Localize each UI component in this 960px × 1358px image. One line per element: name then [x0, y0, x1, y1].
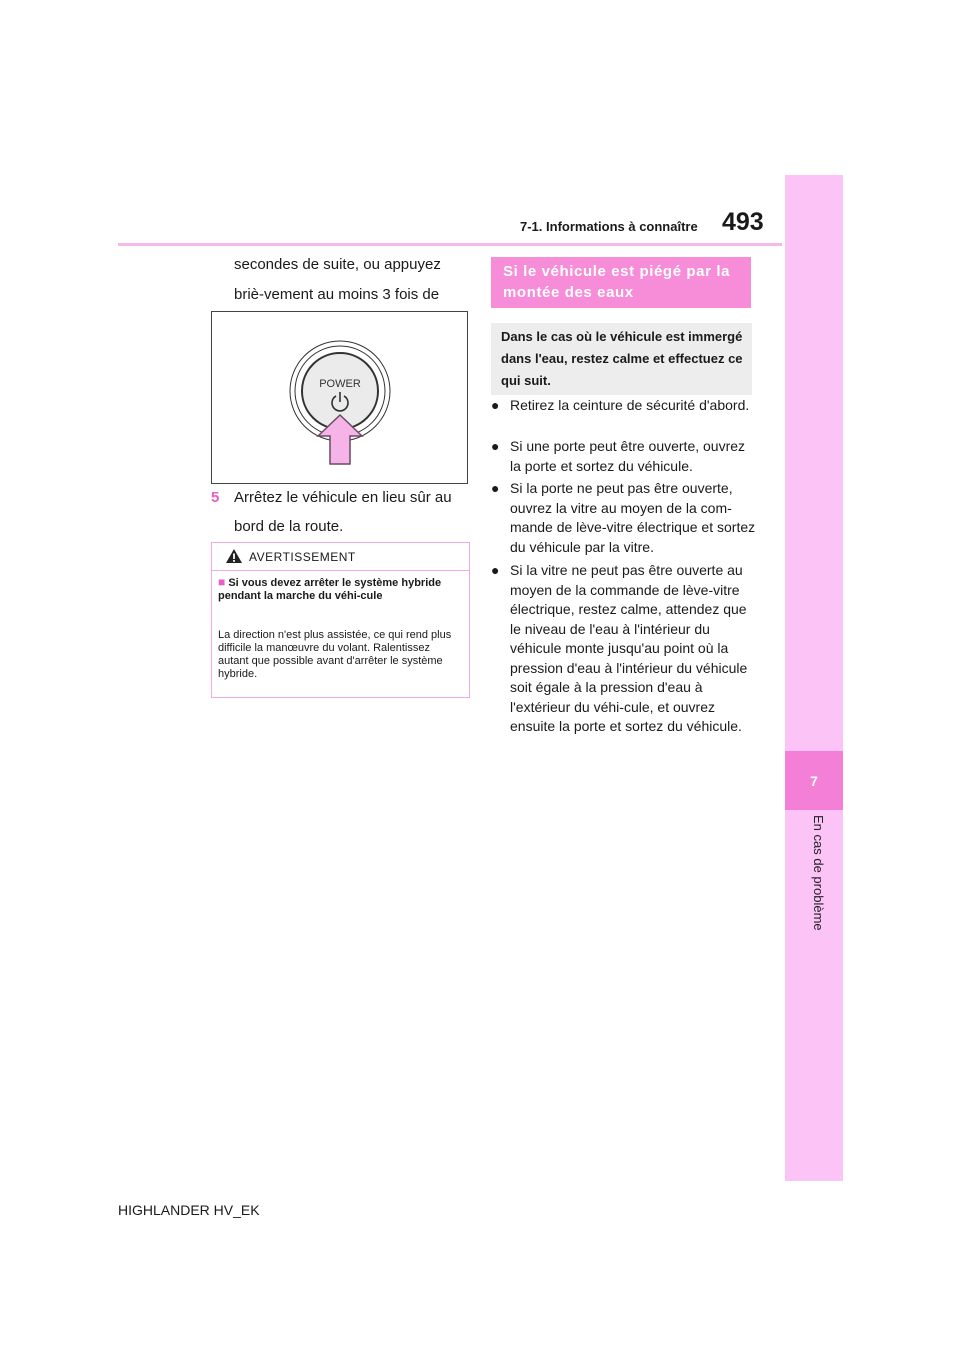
- power-button-figure: [211, 311, 468, 484]
- chapter-number-tab[interactable]: 7: [785, 751, 843, 810]
- list-item-text: Si une porte peut être ouverte, ouvrez la porte et sortez du véhicule.: [510, 438, 746, 474]
- step-text: Arrêtez le véhicule en lieu sûr au bord de la route.: [234, 489, 452, 535]
- square-bullet-icon: ■: [218, 575, 226, 589]
- warning-box: [211, 542, 470, 698]
- bullet-icon: ●: [491, 480, 500, 496]
- intro-box: Dans le cas où le véhicule est immergé dans l'eau, restez calme et effectuez ce qui suit.: [491, 323, 752, 395]
- chapter-label: En cas de problème: [811, 815, 826, 931]
- list-item-text: Si la porte ne peut pas être ouverte, ouvrez la vitre au moyen de la com-mande de lève-vitre électrique et sortez du véhicule par la vitre.: [510, 480, 756, 555]
- bullet-icon: ●: [491, 397, 500, 413]
- footer-model: HIGHLANDER HV_EK: [118, 1202, 260, 1218]
- bullet-icon: ●: [491, 562, 500, 578]
- section-heading: Si le véhicule est piégé par la montée des eaux: [491, 257, 751, 308]
- warning-triangle-icon: [225, 548, 243, 564]
- continuation-text: secondes de suite, ou appuyez briè-vement au moins 3 fois de: [234, 256, 441, 303]
- side-tab: [785, 175, 843, 1181]
- step-number: 5: [211, 489, 220, 506]
- warning-subtitle: [218, 576, 463, 603]
- warning-title: AVERTISSEMENT: [249, 550, 356, 564]
- power-button-illustration: [212, 312, 469, 485]
- warning-body: La direction n'est plus assistée, ce qui rend plus difficile la manœuvre du volant. Ralentissez autant que possible avant d'arrêter le système hybride.: [218, 629, 452, 680]
- warning-subtitle-text: Si vous devez arrêter le système hybride pendant la marche du véhi-cule: [218, 577, 442, 602]
- warning-header: [212, 543, 469, 571]
- header-divider: [118, 243, 782, 246]
- page-number: 493: [722, 208, 764, 236]
- list-item-text: Retirez la ceinture de sécurité d'abord.: [510, 397, 750, 413]
- section-title: 7-1. Informations à connaître: [520, 219, 698, 234]
- list-item-text: Si la vitre ne peut pas être ouverte au moyen de la commande de lève-vitre électrique, restez calme, attendez que le niveau de l'eau à l'intérieur du véhicule monte jusqu'au point où la pression d'eau à l'intérieur du véhicule soit égale à la pression d'eau à l'extérieur du véhi-cule, et ouvrez ensuite la porte et sortez du véhicule.: [510, 562, 748, 734]
- power-label: POWER: [319, 378, 361, 390]
- bullet-icon: ●: [491, 438, 500, 454]
